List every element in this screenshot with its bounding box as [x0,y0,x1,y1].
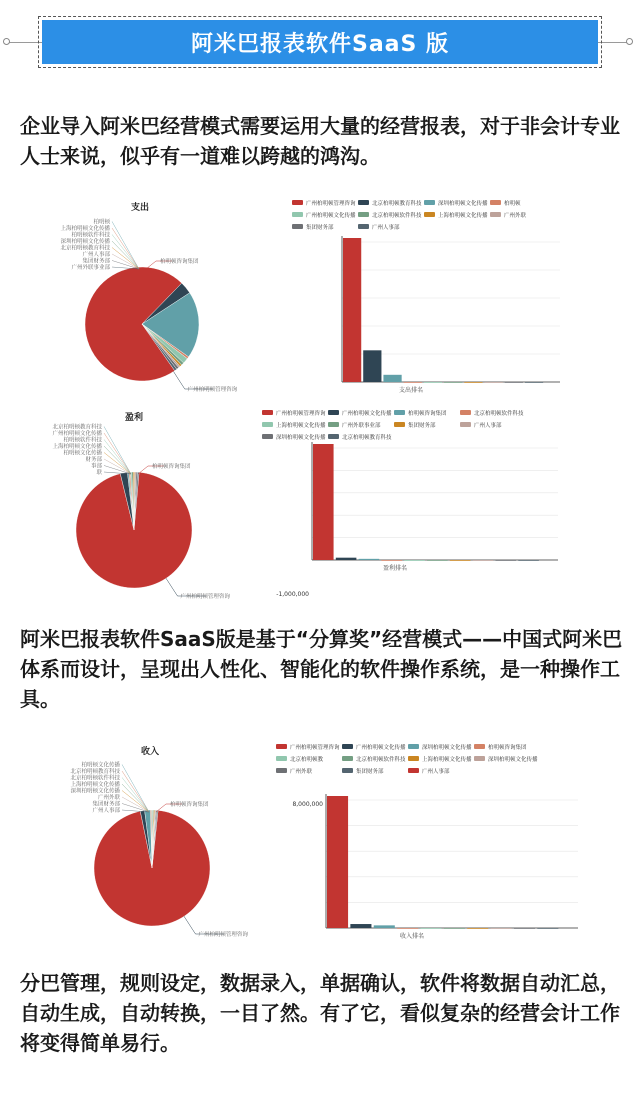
bar [404,560,425,561]
pie-label: 北京柏明顿教育科技 [70,769,120,775]
legend-swatch [408,744,419,749]
legend-swatch [262,422,273,427]
legend-swatch [474,756,485,761]
pie-label: 柏明顿软件科技 [71,232,110,239]
legend-swatch [358,212,369,217]
legend-label: 广州外联 [290,769,313,775]
bar [518,560,539,561]
legend-swatch [358,224,369,229]
pie-label: 集团财务部 [92,801,120,808]
bar [424,382,442,383]
legend-label: 上海柏明顿文化传播 [438,213,488,219]
legend-swatch [394,410,405,415]
legend-label: 广州人事部 [474,423,502,429]
pie-label: 广州人事部 [92,808,120,814]
pie-leader-line [104,433,131,474]
x-axis-name: 收入排名 [399,933,425,940]
legend-label: 柏明顿 [504,201,521,207]
pie-label: 北京柏明顿软件科技 [70,775,120,782]
pie-label: 柏明顿咨询集团 [160,259,199,265]
bar [444,928,465,929]
pie-leader-line [104,453,131,475]
legend-swatch [276,768,287,773]
legend-label: 柏明顿咨询集团 [488,745,527,751]
x-axis-name: 盈利排名 [382,565,408,572]
pie-leader-line [122,778,149,813]
pie-label: 广州人事部 [82,252,110,258]
pie-label: 深圳柏明顿文化传播 [70,788,120,795]
legend-label: 北京柏明顿软件科技 [372,213,422,219]
legend-swatch [408,756,419,761]
legend-label: 集团财务部 [408,423,436,429]
bar [404,382,422,383]
bar [359,559,380,560]
legend-label: 深圳柏明顿文化传播 [438,201,488,207]
pie-title: 收入 [140,747,160,757]
pie-label: 上海柏明顿文化传播 [52,444,102,450]
header-dot-right [626,38,633,45]
legend-label: 广州柏明顿文化传播 [356,745,406,751]
pie-label: 财务部 [85,457,102,463]
bar [350,924,371,928]
legend-label: 广州外联事业部 [342,423,381,429]
legend-label: 广州人事部 [372,225,400,231]
bar [491,928,512,929]
pie-label: 深圳柏明顿文化传播 [60,239,110,245]
x-axis-name: 支出排名 [398,387,424,394]
pie-label: 柏明顿软件科技 [63,437,102,444]
pie-label: 广州柏明顿管理咨询 [187,387,238,393]
legend-swatch [276,756,287,761]
pie-title: 盈利 [124,413,144,423]
legend-label: 集团财务部 [356,769,384,775]
pie-label: 北京柏明顿教育科技 [52,424,102,431]
legend-label: 广州外联 [504,213,527,219]
legend-swatch [490,212,501,217]
legend-swatch [474,744,485,749]
bar [450,560,471,561]
legend-label: 深圳柏明顿文化传播 [488,757,538,763]
legend-swatch [276,744,287,749]
legend-swatch [424,200,435,205]
pie-label: 广州柏明顿管理咨询 [180,594,230,600]
pie-label: 柏明顿文化传播 [63,450,102,457]
legend-swatch [292,224,303,229]
pie-label: 柏明顿咨询集团 [152,464,191,470]
legend-swatch [342,768,353,773]
pie-leader-line [112,248,139,270]
pie-leader-line [122,771,149,812]
pie-label: 上海柏明顿文化传播 [70,782,120,788]
legend-label: 广州柏明顿管理咨询 [290,745,340,751]
legend-label: 北京柏明顿软件科技 [356,757,406,763]
legend-label: 北京柏明顿教育科技 [342,435,392,441]
income-chart-svg [40,740,600,940]
legend-swatch [292,212,303,217]
description-paragraph: 阿米巴报表软件SaaS版是基于“分算奖”经营模式——中国式阿米巴体系而设计，呈现出人性化、智能化的软件操作系统，是一种操作工具。 [20,627,623,711]
legend-swatch [358,200,369,205]
bar [343,238,361,382]
intro-paragraph: 企业导入阿米巴经营模式需要运用大量的经营报表，对于非会计专业人士来说，似乎有一道难以跨越的鸿沟。 [20,114,620,168]
legend-label: 北京柏明顿教 [290,757,324,763]
legend-label: 广州柏明顿管理咨询 [306,201,356,207]
bar [383,375,401,382]
bar [427,560,448,561]
legend-label: 上海柏明顿文化传播 [422,757,472,763]
pie-label: 广州外联 [97,795,120,801]
profit-chart-panel [40,406,600,606]
y-tick-label: -1,000,000 [276,591,309,598]
income-chart-panel [40,740,600,940]
bar [327,796,348,928]
bar [313,444,334,560]
bar [537,928,558,929]
bar [444,382,462,383]
legend-label: 深圳柏明顿文化传播 [276,435,326,441]
legend-swatch [328,410,339,415]
legend-swatch [328,434,339,439]
pie-title: 支出 [130,203,150,213]
legend-label: 北京柏明顿教育科技 [372,201,422,207]
bar [467,928,488,929]
bar [473,560,494,561]
header-dot-left [3,38,10,45]
legend-swatch [460,422,471,427]
bar [363,350,381,382]
pie-label: 联 [96,470,102,476]
pie-label: 柏明顿 [93,219,110,226]
legend-swatch [292,200,303,205]
pie-leader-line [112,228,139,269]
bar [485,382,503,383]
bar [505,382,523,383]
bar [495,560,516,561]
pie-label: 事部 [90,463,102,470]
legend-swatch [394,422,405,427]
legend-label: 北京柏明顿软件科技 [474,411,524,417]
legend-label: 广州人事部 [422,769,450,775]
pie-label: 集团财务部 [82,258,110,265]
legend-label: 广州柏明顿文化传播 [306,213,356,219]
pie-label: 上海柏明顿文化传播 [60,226,110,232]
pie-leader-line [112,235,139,270]
pie-label: 柏明顿咨询集团 [170,802,209,808]
summary-paragraph: 分巴管理，规则设定，数据录入，单据确认，软件将数据自动汇总，自动生成，自动转换，一目了然。有了它，看似复杂的经营会计工作将变得简单易行。 [20,971,620,1055]
legend-swatch [262,434,273,439]
legend-label: 集团财务部 [306,225,334,231]
legend-label: 深圳柏明顿文化传播 [422,745,472,751]
legend-label: 广州柏明顿管理咨询 [276,411,326,417]
pie-leader-line [122,791,149,813]
bar [336,558,357,560]
legend-swatch [460,410,471,415]
bar [420,928,441,929]
profit-chart-svg [40,406,600,606]
legend-label: 广州柏明顿文化传播 [342,411,392,417]
legend-swatch [342,744,353,749]
pie-label: 广州外联事业部 [71,265,110,271]
pie-label: 柏明顿文化传播 [81,762,120,769]
legend-swatch [342,756,353,761]
legend-label: 上海柏明顿文化传播 [276,423,326,429]
bar [464,382,482,383]
bar [374,925,395,928]
expense-chart-svg [40,196,600,396]
pie-label: 北京柏明顿教育科技 [60,245,110,252]
bar [525,382,543,383]
bar [514,928,535,929]
bar [397,928,418,929]
legend-swatch [262,410,273,415]
bar [381,560,402,561]
pie-leader-line [104,440,131,475]
pie-label: 广州柏明顿文化传播 [52,431,102,437]
page-title: 阿米巴报表软件SaaS 版 [42,20,598,64]
legend-label: 柏明顿咨询集团 [408,411,447,417]
y-tick-label: 8,000,000 [292,801,323,808]
legend-swatch [424,212,435,217]
legend-swatch [490,200,501,205]
legend-swatch [408,768,419,773]
expense-chart-panel [40,196,600,396]
legend-swatch [328,422,339,427]
pie-label: 广州柏明顿管理咨询 [198,932,248,938]
